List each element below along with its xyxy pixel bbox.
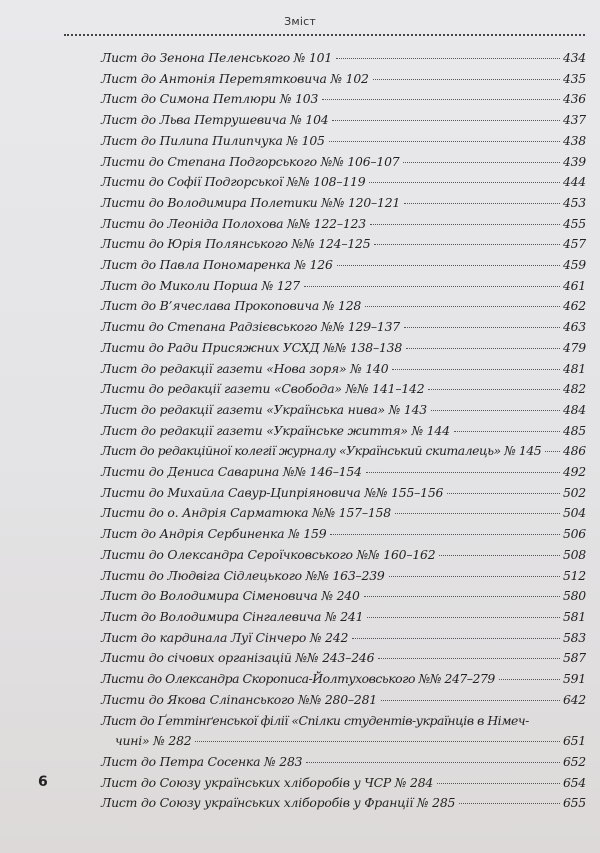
toc-entry [101,131,586,152]
toc-entry-page: 436 [562,91,586,107]
toc-entry-title: Лист до редакції газети «Українське життя» № 144 [101,422,450,438]
dot-leader [431,410,560,411]
toc-entry [101,255,586,276]
dot-leader [428,389,560,390]
toc-entry-title: Лист до редакційної колегії журналу «Український скиталець» № 145 [101,443,542,459]
toc-entry-page: 457 [562,236,586,252]
toc-entry [101,379,586,400]
toc-entry [101,586,586,607]
toc-entry-title: Лист до Союзу українських хліборобів у ЧСР № 284 [101,774,434,790]
toc-entry-page: 462 [562,298,586,314]
dot-leader [337,265,560,266]
toc-entry [101,193,586,214]
toc-entry-title: Листи до Юрія Полянського №№ 124–125 [101,236,371,252]
toc-entry-title: Лист до редакції газети «Українська нива» № 143 [101,401,427,417]
toc-entry [101,752,586,773]
toc-entry-page: 502 [562,484,586,500]
dot-leader [378,658,560,659]
toc-entry-page: 583 [562,629,586,645]
toc-entry [101,69,586,90]
dot-leader [404,327,560,328]
toc-entry-title: Лист до Павла Пономаренка № 126 [101,257,333,273]
toc-entry-title: Лист до Симона Петлюри № 103 [101,91,319,107]
toc-entry-title: Листи до Олександра Сероїчковського №№ 160–162 [101,546,436,562]
toc-entry [101,690,586,711]
toc-entry-page: 486 [562,443,586,459]
toc-entry [101,152,586,173]
toc-entry [101,483,586,504]
toc-entry-page: 437 [562,112,586,128]
dot-leader [322,99,560,100]
dot-leader [545,451,560,452]
toc-entry-page: 435 [562,70,586,86]
page-number: 6 [38,774,48,790]
toc-entry-title: Листи до о. Андрія Сарматюка №№ 157–158 [101,505,391,521]
dot-leader [406,348,560,349]
toc-entry [101,214,586,235]
dot-leader [437,783,560,784]
toc-entry-title: Лист до кардинала Луї Сінчеро № 242 [101,629,349,645]
toc-entry-page: 459 [562,257,586,273]
dot-leader [366,472,560,473]
toc-entry-page: 508 [562,546,586,562]
toc-entry [101,669,586,690]
toc-entry-page: 506 [562,526,586,542]
toc-entry-title: Лист до Андрія Сербиненка № 159 [101,526,327,542]
toc-entry [101,648,586,669]
toc-entry [101,421,586,442]
toc-entry-page: 580 [562,588,586,604]
toc-entry-page: 651 [562,733,586,749]
toc-entry-title: Лист до Петра Сосенка № 283 [101,753,303,769]
toc-entry-title: Лист до В’ячеслава Прокоповича № 128 [101,298,362,314]
toc-entry-page: 591 [562,671,586,687]
toc-entry-page: 581 [562,608,586,624]
dot-leader [373,79,560,80]
dot-leader [403,162,559,163]
toc-entry [101,359,586,380]
toc-entry-page: 642 [562,691,586,707]
toc-entry-page: 484 [562,401,586,417]
dot-leader [447,493,560,494]
toc-entry-title: Листи до Софії Подгорської №№ 108–119 [101,174,366,190]
dot-leader [392,369,560,370]
toc-entry [101,607,586,628]
toc-entry-title: Лист до редакції газети «Нова зоря» № 140 [101,360,389,376]
toc-entry-title: Листи до Степана Подгорського №№ 106–107 [101,153,400,169]
dot-leader [332,120,559,121]
toc-entry [101,89,586,110]
toc-entry [101,462,586,483]
dot-leader [195,741,559,742]
toc-entry-title: Листи до Леоніда Полохова №№ 122–123 [101,215,366,231]
dot-leader [459,803,560,804]
toc-entry-title: Листи до Володимира Полетики №№ 120–121 [101,194,401,210]
toc-entry-title: Лист до Володимира Сінгалевича № 241 [101,608,364,624]
dot-leader [374,244,560,245]
toc-entry-title: Лист до Володимира Сіменовича № 240 [101,588,360,604]
toc-entry [101,773,586,794]
toc-entry-page: 461 [562,277,586,293]
toc-entry [101,234,586,255]
toc-entry [101,441,586,462]
toc-entry [101,793,586,814]
toc-entry-page: 455 [562,215,586,231]
dot-leader [381,700,560,701]
toc-entry [101,317,586,338]
toc-entry [101,172,586,193]
toc-entry-title: Листи до редакції газети «Свобода» №№ 141–142 [101,381,425,397]
toc-entry [101,338,586,359]
toc-entry-page: 485 [562,422,586,438]
toc-entry-page: 587 [562,650,586,666]
toc-entry-title: Листи до Якова Сліпанського №№ 280–281 [101,691,377,707]
toc-entry-page: 439 [562,153,586,169]
toc-entry [101,545,586,566]
dot-leader [329,141,560,142]
dot-leader [454,431,560,432]
toc-entry-page: 479 [562,339,586,355]
toc-entry [101,524,586,545]
toc-entry-page: 463 [562,319,586,335]
dot-leader [369,182,560,183]
toc-entry-page: 453 [562,194,586,210]
toc-entry-page: 512 [562,567,586,583]
toc-entry-page: 655 [562,795,586,811]
header-dotted-rule [64,34,585,36]
toc-entry-page: 434 [562,50,586,65]
toc-entry [101,276,586,297]
dot-leader [330,534,560,535]
dot-leader [389,576,560,577]
toc-entry [101,110,586,131]
toc-entry-page: 444 [562,174,586,190]
toc-entry-title-line1: Лист до Ґеттінґенської філії «Спілки студентів-українців в Німеч- [101,712,529,728]
toc-entry-title: Листи до Степана Радзієвського №№ 129–137 [101,319,400,335]
toc-entry-page: 481 [562,360,586,376]
toc-entry-title: Лист до Зенона Пеленського № 101 [101,50,333,65]
dot-leader [395,513,560,514]
dot-leader [365,306,560,307]
toc-entry [101,503,586,524]
toc-entry-page: 504 [562,505,586,521]
toc-entry [101,296,586,317]
toc-entry-page: 482 [562,381,586,397]
dot-leader [352,638,560,639]
running-head: Зміст [284,15,316,28]
toc-entry [101,566,586,587]
table-of-contents [101,48,586,814]
toc-entry-title: Лист до Миколи Порша № 127 [101,277,300,293]
toc-entry-page: 652 [562,753,586,769]
toc-entry-title: Листи до Олександра Скорописа-Йолтуховського №№ 247–279 [101,671,495,687]
dot-leader [439,555,560,556]
toc-entry-title: Листи до Ради Присяжних УСХД №№ 138–138 [101,339,403,355]
toc-entry-title: Лист до Союзу українських хліборобів у Франції № 285 [101,795,456,811]
toc-entry-title: Лист до Льва Петрушевича № 104 [101,112,329,128]
dot-leader [367,617,560,618]
dot-leader [304,286,560,287]
toc-entry-wrapped [101,711,586,752]
toc-entry [101,628,586,649]
dot-leader [499,679,560,680]
toc-entry-title: Лист до Пилипа Пилипчука № 105 [101,132,325,148]
toc-entry-title: Листи до Людвіга Сідлецького №№ 163–239 [101,567,385,583]
dot-leader [336,58,560,59]
toc-entry-page: 492 [562,464,586,480]
toc-entry [101,48,586,69]
toc-entry-page: 654 [562,774,586,790]
toc-entry-title: Листи до Дениса Саварина №№ 146–154 [101,464,362,480]
toc-entry-title: Лист до Антонія Перетятковича № 102 [101,70,369,86]
toc-entry-title: Листи до Михайла Савур-Ципріяновича №№ 155–156 [101,484,444,500]
toc-entry-title-line2: чині» № 282 [115,733,192,749]
toc-entry-page: 438 [562,132,586,148]
dot-leader [364,596,560,597]
dot-leader [370,224,560,225]
dot-leader [306,762,560,763]
toc-entry [101,400,586,421]
dot-leader [404,203,560,204]
toc-entry-title: Листи до січових організацій №№ 243–246 [101,650,375,666]
